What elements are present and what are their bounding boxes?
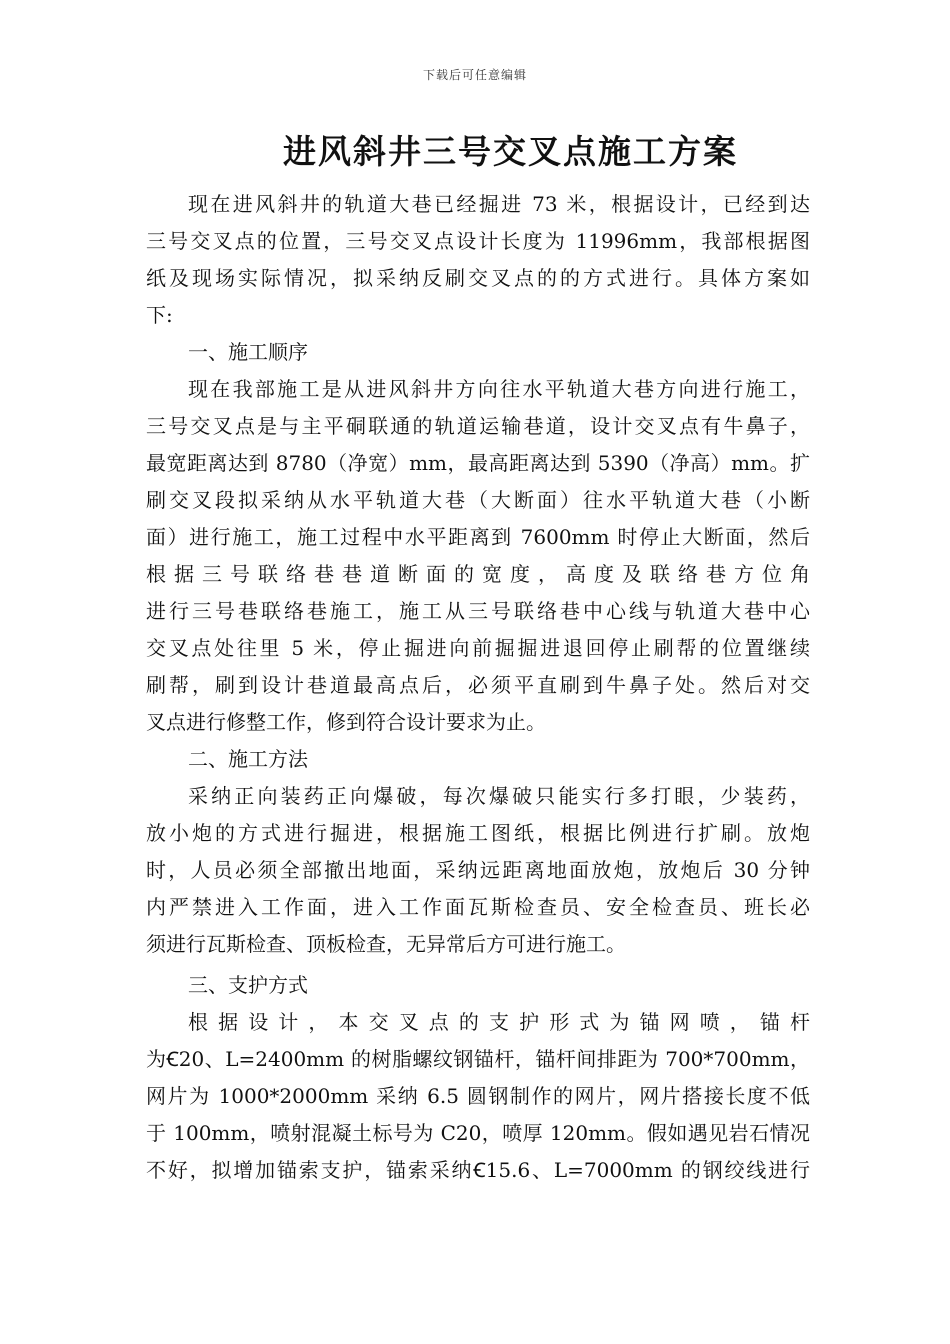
paragraph-line: 叉点进行修整工作，修到符合设计要求为止。 — [146, 710, 546, 734]
paragraph-line: 不好，拟增加锚索支护，锚索采纳Ꞓ15.6、L=7000mm 的钢绞线进行 — [146, 1158, 810, 1182]
paragraph-line: 于 100mm，喷射混凝土标号为 C20，喷厚 120mm。假如遇见岩石情况 — [146, 1121, 810, 1145]
paragraph-line: 刷交叉段拟采纳从水平轨道大巷（大断面）往水平轨道大巷（小断 — [146, 488, 810, 512]
paragraph-line: 三号交叉点是与主平硐联通的轨道运输巷道，设计交叉点有牛鼻子， — [146, 414, 810, 438]
paragraph-line: 内严禁进入工作面，进入工作面瓦斯检查员、安全检查员、班长必 — [146, 895, 810, 919]
paragraph-line: 须进行瓦斯检查、顶板检查，无异常后方可进行施工。 — [146, 932, 626, 956]
paragraph-line: 刷帮，刷到设计巷道最高点后，必须平直刷到牛鼻子处。然后对交 — [146, 673, 810, 697]
paragraph-line: 现在进风斜井的轨道大巷已经掘进 73 米，根据设计，已经到达 — [188, 192, 810, 216]
section-heading: 二、施工方法 — [188, 747, 308, 771]
section-heading: 三、支护方式 — [188, 973, 308, 997]
paragraph-line: 面）进行施工，施工过程中水平距离到 7600mm 时停止大断面，然后 — [146, 525, 810, 549]
paragraph-line: 最宽距离达到 8780（净宽）mm，最高距离达到 5390（净高）mm。扩 — [146, 451, 810, 475]
document-title: 进风斜井三号交叉点施工方案 — [283, 132, 738, 171]
paragraph-line: 纸及现场实际情况，拟采纳反刷交叉点的的方式进行。具体方案如 — [146, 266, 810, 290]
paragraph-line: 现在我部施工是从进风斜井方向往水平轨道大巷方向进行施工， — [188, 377, 810, 401]
paragraph-line: 根据三号联络巷巷道断面的宽度，高度及联络巷方位角 — [146, 562, 810, 586]
paragraph-line: 时，人员必须全部撤出地面，采纳远距离地面放炮，放炮后 30 分钟 — [146, 858, 810, 882]
paragraph-line: 采纳正向装药正向爆破，每次爆破只能实行多打眼，少装药， — [188, 784, 810, 808]
paragraph-line: 为Ꞓ20、L=2400mm 的树脂螺纹钢锚杆，锚杆间排距为 700*700mm， — [146, 1047, 810, 1071]
paragraph-line: 根据设计，本交叉点的支护形式为锚网喷，锚杆 — [188, 1010, 810, 1034]
paragraph-line: 下: — [146, 303, 173, 327]
paragraph-line: 三号交叉点的位置，三号交叉点设计长度为 11996mm，我部根据图 — [146, 229, 810, 253]
document-body — [146, 186, 810, 1189]
paragraph-line: 进行三号巷联络巷施工，施工从三号联络巷中心线与轨道大巷中心 — [146, 599, 810, 623]
paragraph-line: 网片为 1000*2000mm 采纳 6.5 圆钢制作的网片，网片搭接长度不低 — [146, 1084, 810, 1108]
section-heading: 一、施工顺序 — [188, 340, 308, 364]
header-note: 下载后可任意编辑 — [422, 68, 527, 82]
paragraph-line: 交叉点处往里 5 米，停止掘进向前掘掘进退回停止刷帮的位置继续 — [146, 636, 810, 660]
paragraph-line: 放小炮的方式进行掘进，根据施工图纸，根据比例进行扩刷。放炮 — [146, 821, 810, 845]
